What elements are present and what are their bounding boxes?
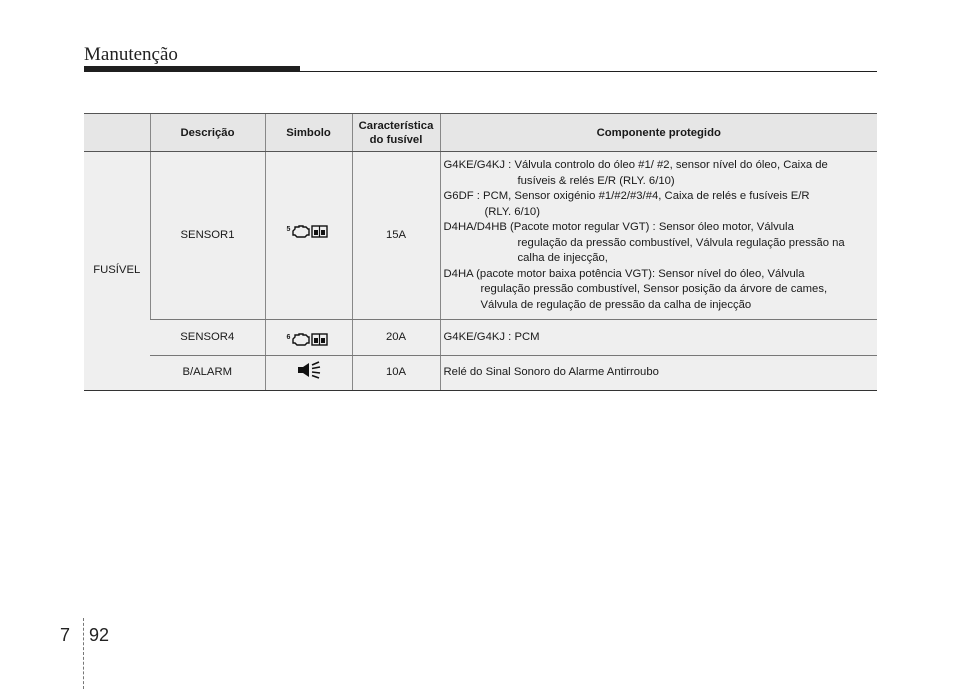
rating-cell: 15A	[352, 152, 440, 320]
table-header-row	[84, 114, 877, 152]
column-header-type	[84, 114, 150, 152]
fuse-table	[84, 113, 877, 391]
page-header-title: Manutenção	[84, 44, 178, 65]
symbol-cell	[265, 320, 352, 356]
footer-separator	[83, 618, 85, 689]
rating-cell: 20A	[352, 320, 440, 356]
engine-manual-icon	[290, 223, 330, 239]
column-header-rating: Característica do fusível	[352, 114, 440, 152]
symbol-cell	[265, 152, 352, 320]
chapter-number: 7	[60, 625, 71, 645]
description-cell: SENSOR4	[150, 320, 265, 356]
component-line: D4HA/D4HB (Pacote motor regular VGT) : Sensor óleo motor, Válvula	[443, 221, 794, 233]
component-cell: G4KE/G4KJ : PCM	[440, 320, 877, 356]
table-row	[84, 356, 877, 391]
engine-manual-icon	[290, 331, 330, 347]
component-line: (RLY. 6/10)	[484, 205, 540, 218]
component-line: calha de injecção,	[517, 252, 608, 264]
symbol-number: 6	[286, 333, 291, 341]
component-cell: Relé do Sinal Sonoro do Alarme Antirroubo	[440, 356, 877, 391]
symbol-number: 5	[286, 225, 291, 233]
column-header-description: Descrição	[150, 114, 265, 152]
component-line: fusíveis & relés E/R (RLY. 6/10)	[517, 174, 675, 187]
column-header-component: Componente protegido	[440, 114, 877, 152]
component-line: D4HA (pacote motor baixa potência VGT): Sensor nível do óleo, Válvula	[443, 267, 805, 280]
component-line: G4KE/G4KJ : Válvula controlo do óleo #1/ #2, sensor nível do óleo, Caixa de	[443, 159, 828, 171]
description-cell: SENSOR1	[150, 152, 265, 320]
header-rule-thick	[84, 66, 300, 72]
symbol-cell	[265, 356, 352, 391]
fuse-type-cell: FUSÍVEL	[84, 152, 150, 391]
component-line: regulação da pressão combustível, Válvula regulação pressão na	[517, 236, 845, 249]
table-row	[84, 152, 877, 320]
component-line: Válvula de regulação de pressão da calha de injecção	[480, 298, 752, 311]
rating-cell: 10A	[352, 356, 440, 391]
table-row	[84, 320, 877, 356]
column-header-symbol: Simbolo	[265, 114, 352, 152]
component-cell	[440, 152, 877, 320]
header-rule-thin	[300, 71, 877, 72]
component-line: G6DF : PCM, Sensor oxigénio #1/#2/#3/#4, Caixa de relés e fusíveis E/R	[443, 190, 810, 202]
description-cell: B/ALARM	[150, 356, 265, 391]
page-number: 92	[89, 625, 110, 645]
component-line: regulação pressão combustível, Sensor posição da árvore de cames,	[480, 283, 828, 295]
horn-icon	[296, 361, 322, 379]
